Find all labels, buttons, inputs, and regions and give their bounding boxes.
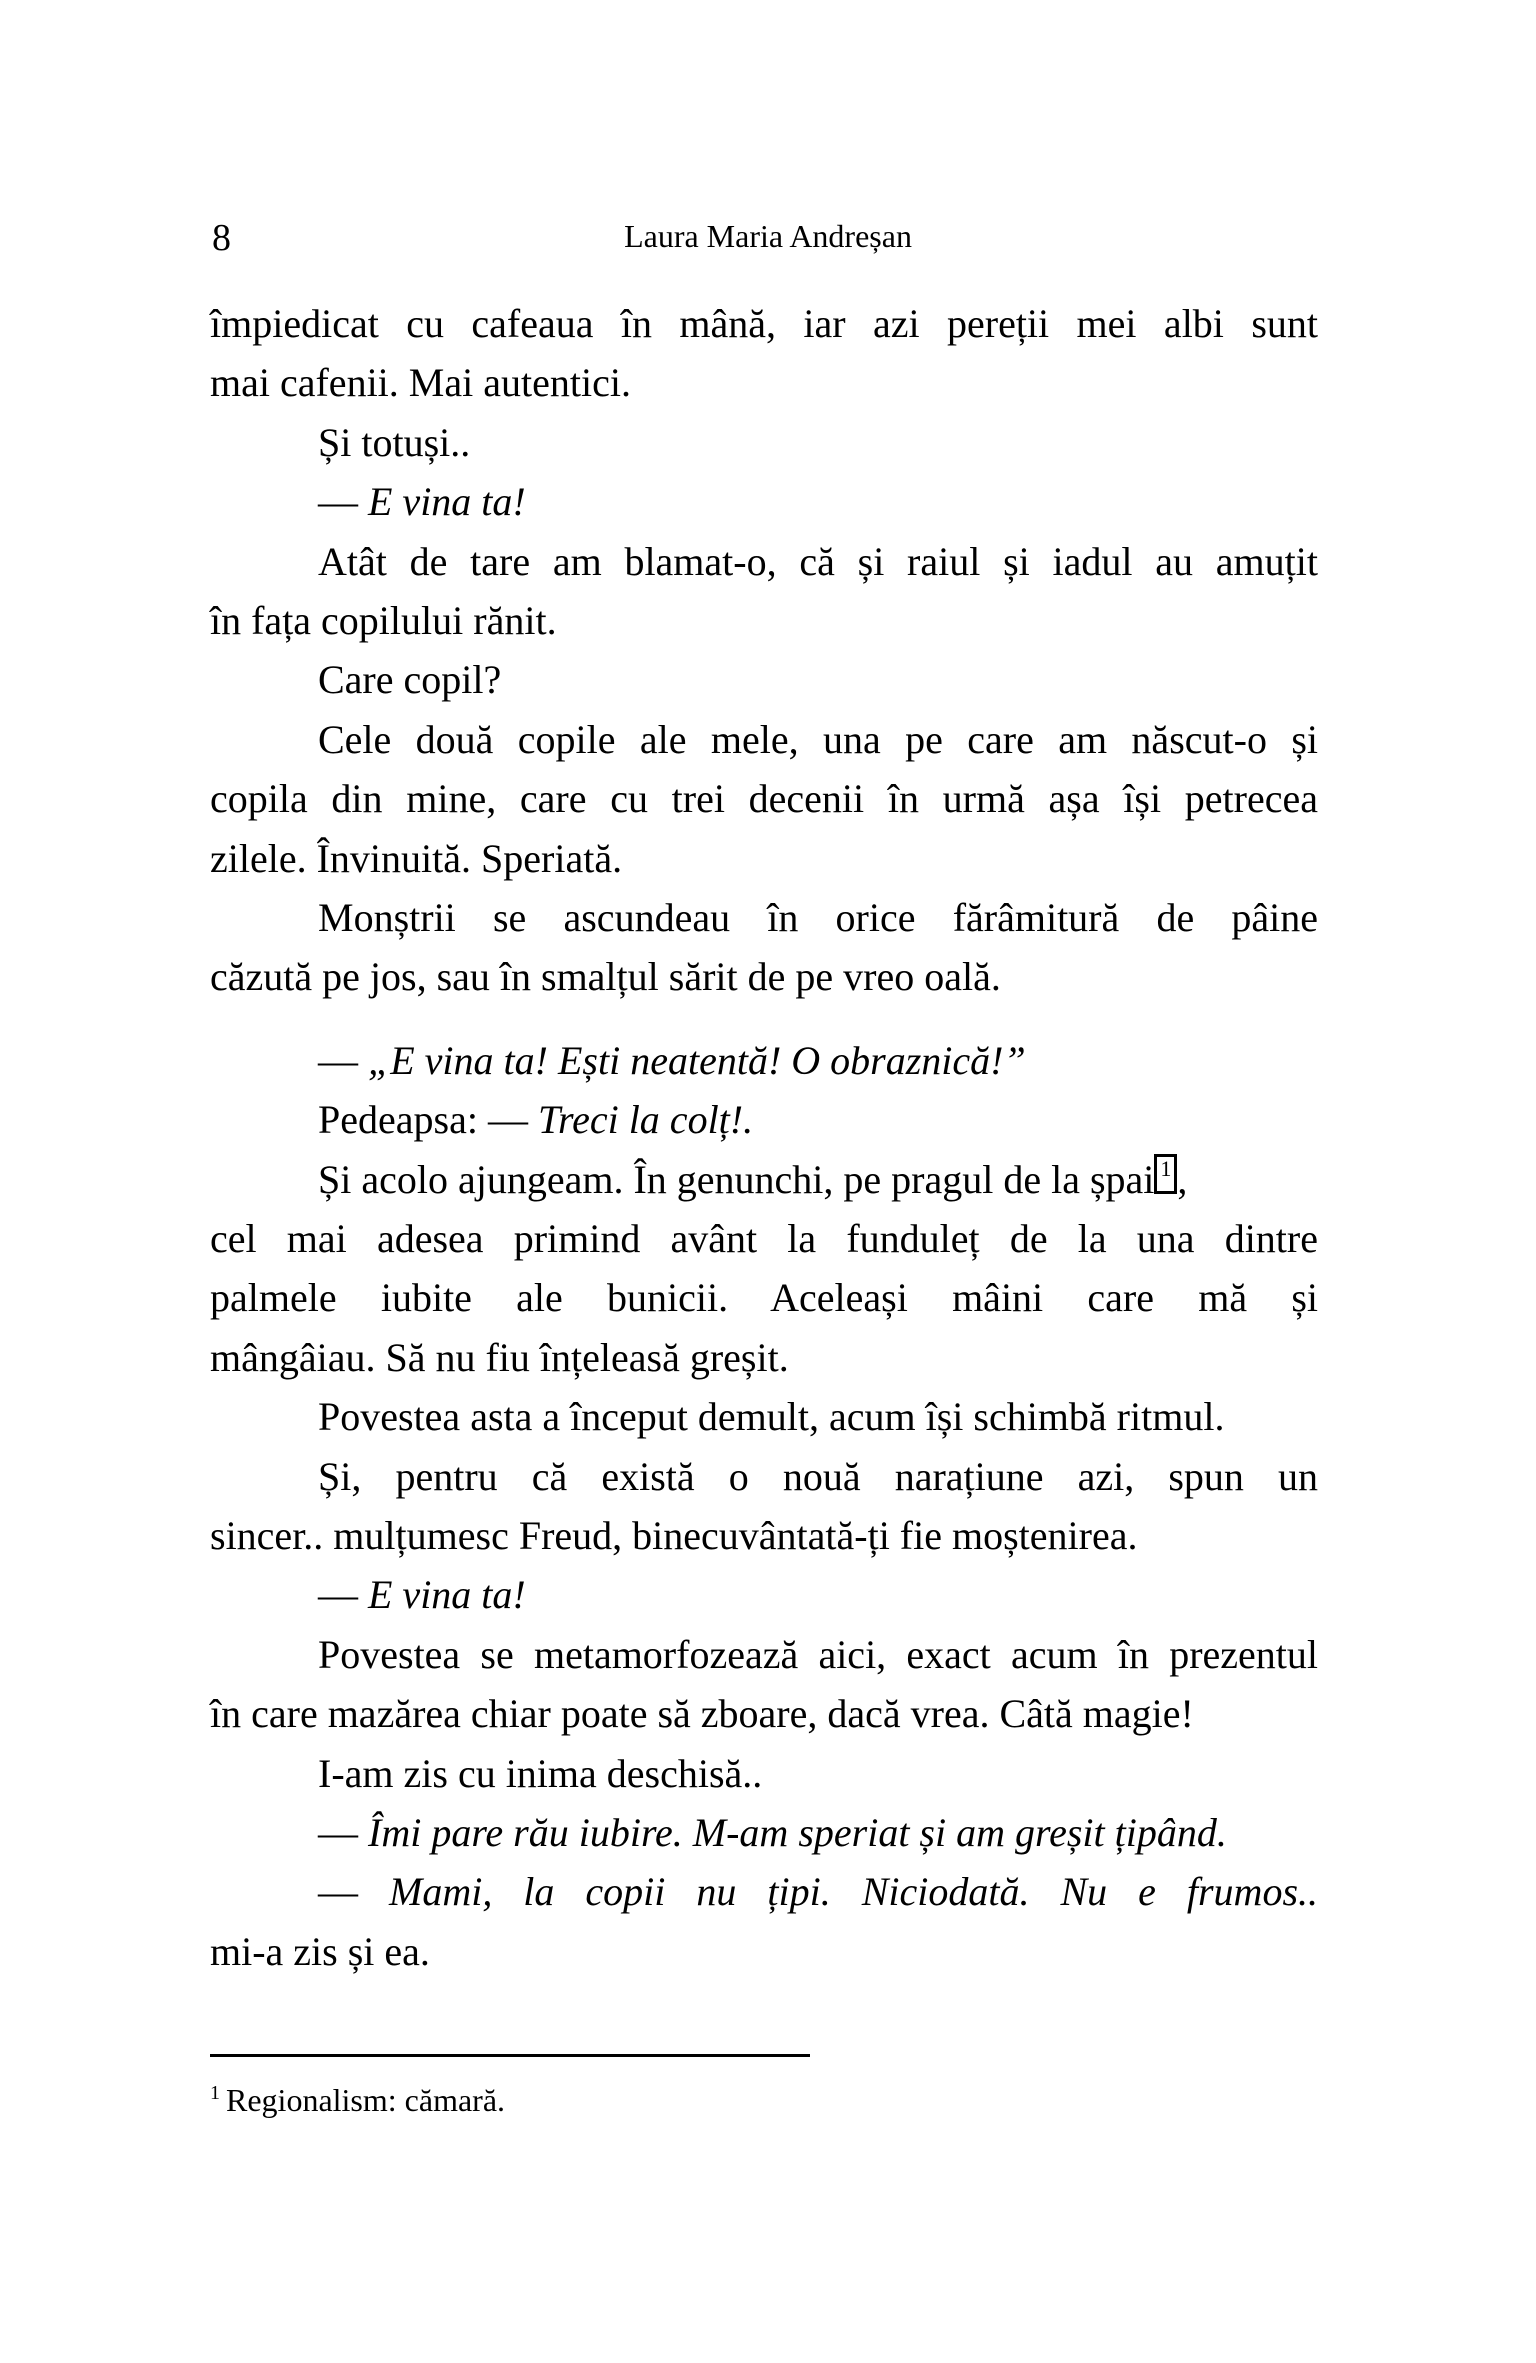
text-line	[210, 1506, 1318, 1566]
text-line	[210, 1268, 1318, 1328]
text-line	[318, 650, 1318, 710]
text: Cele două copile ale mele, una pe care am născut-o și	[318, 716, 1318, 762]
text-line	[318, 888, 1318, 948]
text-line	[318, 1031, 1318, 1091]
italic-text: Treci la colț!.	[537, 1097, 754, 1143]
text: zilele. Învinuită. Speriată.	[210, 835, 623, 881]
text: Povestea asta a început demult, acum își schimbă ritmul.	[318, 1394, 1225, 1440]
footnote	[210, 2082, 505, 2119]
text: —	[318, 1572, 368, 1618]
text: Și acolo ajungeam. În genunchi, pe pragul de la șpai	[318, 1156, 1155, 1202]
text: mângâiau. Să nu fiu înțeleasă greșit.	[210, 1334, 789, 1380]
text-line	[318, 1862, 1318, 1922]
footnote-marker: 1	[210, 2082, 220, 2104]
text-line	[210, 1922, 1318, 1982]
italic-text: Îmi pare rău iubire. M-am speriat și am greșit țipând.	[368, 1810, 1227, 1855]
text: Și totuși..	[318, 419, 471, 465]
text-line	[318, 1744, 1318, 1804]
text: copila din mine, care cu trei decenii în urmă așa își petrecea	[210, 776, 1318, 822]
italic-text: Mami, la copii nu țipi. Niciodată. Nu e frumos..	[389, 1869, 1319, 1915]
text: împiedicat cu cafeaua în mână, iar azi pereții mei albi sunt	[210, 301, 1318, 346]
text: mai cafenii. Mai autentici.	[210, 360, 631, 406]
running-title: Laura Maria Andreșan	[624, 218, 912, 254]
text-line	[210, 591, 1318, 651]
text-line	[210, 769, 1318, 829]
text-line	[210, 829, 1318, 889]
text: —	[318, 1037, 368, 1083]
text-line	[318, 1625, 1318, 1685]
text: Povestea se metamorfozează aici, exact acum în prezentul	[318, 1631, 1318, 1677]
footnote-reference[interactable]: 1	[1154, 1154, 1177, 1194]
text-line	[318, 1150, 1318, 1210]
text-line	[210, 294, 1318, 354]
text: —	[318, 1869, 389, 1915]
text-line	[210, 1328, 1318, 1388]
text: palmele iubite ale bunicii. Aceleași mâini care mă și	[210, 1275, 1318, 1321]
text-line	[318, 710, 1318, 770]
page-number: 8	[212, 217, 231, 259]
italic-text: E vina ta!	[368, 1572, 526, 1618]
text: Pedeapsa: —	[318, 1097, 538, 1143]
italic-text: E vina ta!	[368, 479, 526, 525]
text: în fața copilului rănit.	[210, 598, 557, 643]
text-line	[210, 1684, 1318, 1744]
text: în care mazărea chiar poate să zboare, dacă vrea. Câtă magie!	[210, 1691, 1194, 1737]
text: Monștrii se ascundeau în orice fărâmitură de pâine	[318, 895, 1318, 940]
footnote-divider	[210, 2054, 810, 2057]
text: cel mai adesea primind avânt la funduleț de la una dintre	[210, 1216, 1318, 1261]
text-line	[318, 472, 1318, 532]
text: ,	[1177, 1156, 1188, 1202]
footnote-text: Regionalism: cămară.	[226, 2082, 506, 2118]
text: Și, pentru că există o nouă narațiune azi, spun un	[318, 1453, 1318, 1499]
text-line	[318, 1803, 1318, 1863]
text-line	[318, 1447, 1318, 1507]
text-line	[210, 353, 1318, 413]
text: sincer.. mulțumesc Freud, binecuvântată-ți fie moștenirea.	[210, 1513, 1138, 1558]
text-line	[210, 947, 1318, 1007]
text-line	[318, 1387, 1318, 1447]
text-line	[318, 413, 1318, 473]
text: I-am zis cu inima deschisă..	[318, 1750, 763, 1796]
text-line	[318, 532, 1318, 592]
text: Care copil?	[318, 657, 502, 703]
text: —	[318, 479, 368, 525]
text: —	[318, 1810, 368, 1855]
text-line	[318, 1565, 1318, 1625]
text-line	[210, 1209, 1318, 1269]
text: mi-a zis și ea.	[210, 1928, 430, 1974]
text-line	[318, 1090, 1318, 1150]
text: Atât de tare am blamat-o, că și raiul și iadul au amuțit	[318, 538, 1318, 584]
italic-text: „E vina ta! Ești neatentă! O obraznică!”	[368, 1037, 1026, 1083]
text: căzută pe jos, sau în smalțul sărit de pe vreo oală.	[210, 954, 1001, 1000]
